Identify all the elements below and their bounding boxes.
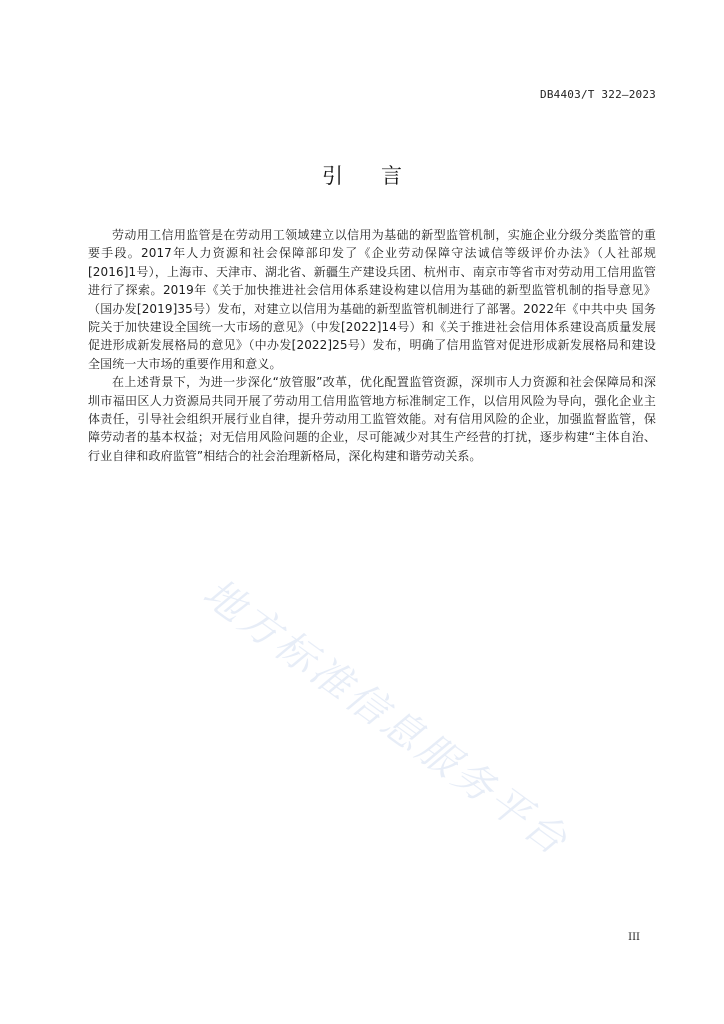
watermark: 地方标准信息服务平台 (194, 569, 578, 866)
section-title-char-2: 言 (381, 164, 402, 188)
standard-code: DB4403/T 322—2023 (540, 88, 656, 101)
section-title (0, 160, 724, 190)
paragraph-purpose: 在上述背景下，为进一步深化“放管服”改革，优化配置监管资源，深圳市人力资源和社会保障局和深圳市福田区人力资源局共同开展了劳动用工信用监管地方标准制定工作，以信用风险为导向，强化企业主体责任，引导社会组织开展行业自律，提升劳动用工监管效能。对有信用风险的企业，加强监督监管，保障劳动者的基本权益；对无信用风险问题的企业，尽可能减少对其生产经营的打扰，逐步构建“主体自治、行业自律和政府监管”相结合的社会治理新格局，深化构建和谐劳动关系。 (88, 375, 656, 463)
paragraph-background: 劳动用工信用监管是在劳动用工领域建立以信用为基础的新型监管机制，实施企业分级分类监管的重要手段。2017年人力资源和社会保障部印发了《企业劳动保障守法诚信等级评价办法》（人社部规[2016]1号），上海市、天津市、湖北省、新疆生产建设兵团、杭州市、南京市等省市对劳动用工信用监管进行了探索。2019年《关于加快推进社会信用体系建设构建以信用为基础的新型监管机制的指导意见》（国办发[2019]35号）发布，对建立以信用为基础的新型监管机制进行了部署。2022年《中共中央 国务院关于加快建设全国统一大市场的意见》（中发[2022]14号）和《关于推进社会信用体系建设高质量发展促进形成新发展格局的意见》（中办发[2022]25号）发布，明确了信用监管对促进形成新发展格局和建设全国统一大市场的重要作用和意义。 (88, 228, 656, 371)
introduction-body (88, 226, 656, 465)
page-number: III (628, 932, 640, 943)
section-title-char-1: 引 (322, 164, 343, 188)
